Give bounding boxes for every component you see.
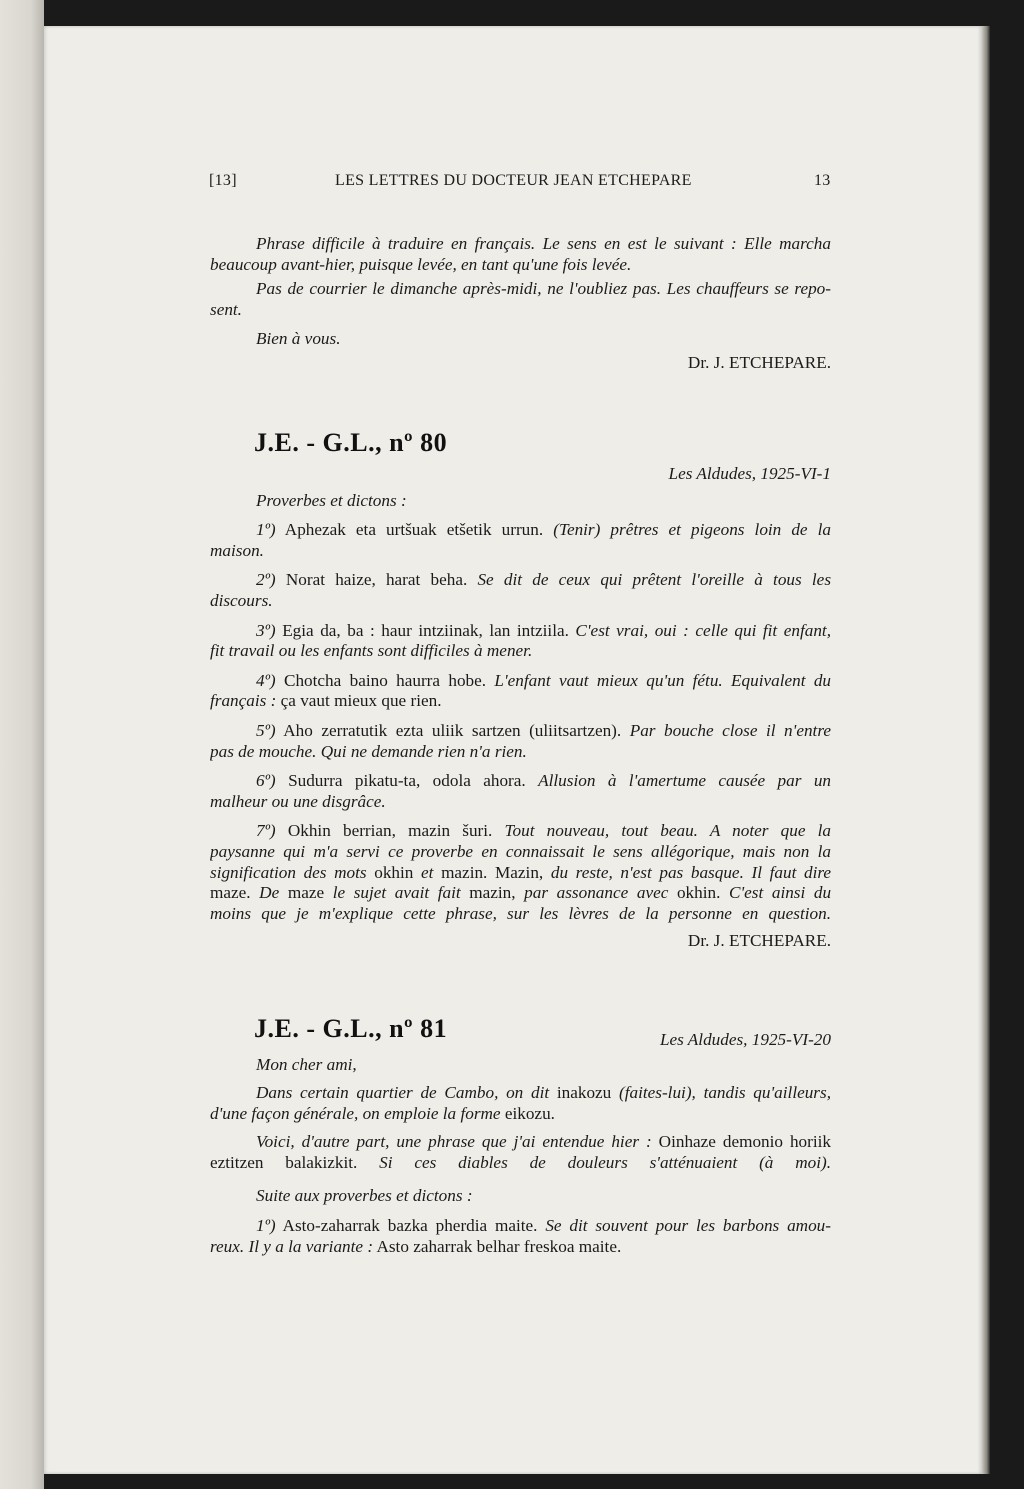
proverb-line: 6º) Sudurra pikatu-ta, odola ahora. Allusion à l'amertume causée par un xyxy=(256,771,831,791)
proverb-line: signification des mots okhin et mazin. Mazin, du reste, n'est pas basque. Il faut dire xyxy=(210,862,831,882)
proverb-line: 1º) Asto-zaharrak bazka pherdia maite. Se dit souvent pour les barbons amou- xyxy=(256,1216,831,1236)
paragraph-line: Pas de courrier le dimanche après-midi, ne l'oubliez pas. Les chauffeurs se repo- xyxy=(256,279,831,299)
proverb-line: malheur ou une disgrâce. xyxy=(210,791,386,811)
letter-80-title: J.E. - G.L., nº 80 xyxy=(254,428,448,457)
paragraph-line: beaucoup avant-hier, puisque levée, en tant qu'une fois levée. xyxy=(210,254,632,274)
signature: Dr. J. ETCHEPARE. xyxy=(687,352,831,372)
paragraph-line: Suite aux proverbes et dictons : xyxy=(256,1185,473,1205)
letter-81-title: J.E. - G.L., nº 81 xyxy=(254,1014,448,1043)
proverb-line: 7º) Okhin berrian, mazin šuri. Tout nouveau, tout beau. A noter que la xyxy=(256,821,831,841)
dateline: Les Aldudes, 1925-VI-20 xyxy=(659,1030,831,1049)
proverb-line: 2º) Norat haize, harat beha. Se dit de ceux qui prêtent l'oreille à tous les xyxy=(256,570,831,590)
header-page-number: 13 xyxy=(814,172,831,189)
page-edge-shadow xyxy=(982,26,990,1474)
proverb-line: maison. xyxy=(210,540,264,560)
paragraph-line: Dans certain quartier de Cambo, on dit inakozu (faites-lui), tandis qu'ailleurs, xyxy=(256,1083,831,1103)
intro-line: Proverbes et dictons : xyxy=(256,490,407,510)
letter-80-body xyxy=(210,464,831,952)
proverb-line: discours. xyxy=(210,590,273,610)
proverb-line: moins que je m'explique cette phrase, sur les lèvres de la personne en question. xyxy=(210,903,831,923)
proverb-line: paysanne qui m'a servi ce proverbe en connaissait le sens allégorique, mais non la xyxy=(210,841,831,861)
proverb-line: 5º) Aho zerratutik ezta uliik sartzen (uliitsartzen). Par bouche close il n'entre xyxy=(256,720,831,740)
proverb-line: 4º) Chotcha baino haurra hobe. L'enfant vaut mieux qu'un fétu. Equivalent du xyxy=(256,670,831,690)
paragraph-line: Voici, d'autre part, une phrase que j'ai entendue hier : Oinhaze demonio horiik xyxy=(256,1132,831,1152)
closing-line: Bien à vous. xyxy=(256,329,341,349)
header-page-ref: [13] xyxy=(209,172,237,189)
proverb-line: reux. Il y a la variante : Asto zaharrak belhar freskoa maite. xyxy=(210,1236,622,1256)
signature: Dr. J. ETCHEPARE. xyxy=(687,931,831,951)
paragraph-line: d'une façon générale, on emploie la forme eikozu. xyxy=(210,1103,555,1123)
proverb-line: fit travail ou les enfants sont difficiles à mener. xyxy=(210,641,533,661)
proverb-line: maze. De maze le sujet avait fait mazin, par assonance avec okhin. C'est ainsi du xyxy=(210,883,831,903)
proverb-line: 1º) Aphezak eta urtšuak etšetik urrun. (Tenir) prêtres et pigeons loin de la xyxy=(256,520,831,540)
dateline: Les Aldudes, 1925-VI-1 xyxy=(668,464,831,483)
header-title: LES LETTRES DU DOCTEUR JEAN ETCHEPARE xyxy=(335,172,692,189)
salutation: Mon cher ami, xyxy=(256,1054,357,1074)
intro-text xyxy=(210,234,831,374)
paragraph-line: eztitzen balakizkit. Si ces diables de douleurs s'atténuaient (à moi). xyxy=(210,1152,831,1172)
proverb-line: pas de mouche. Qui ne demande rien n'a rien. xyxy=(210,741,527,761)
letter-81-body xyxy=(210,1030,831,1257)
proverb-line: français : ça vaut mieux que rien. xyxy=(210,691,442,711)
proverb-line: 3º) Egia da, ba : haur intziinak, lan intziila. C'est vrai, oui : celle qui fit enfant, xyxy=(256,620,831,640)
paragraph-line: Phrase difficile à traduire en français. Le sens en est le suivant : Elle marcha xyxy=(256,234,831,253)
facing-page-edge xyxy=(0,0,44,1489)
paragraph-line: sent. xyxy=(210,299,242,319)
